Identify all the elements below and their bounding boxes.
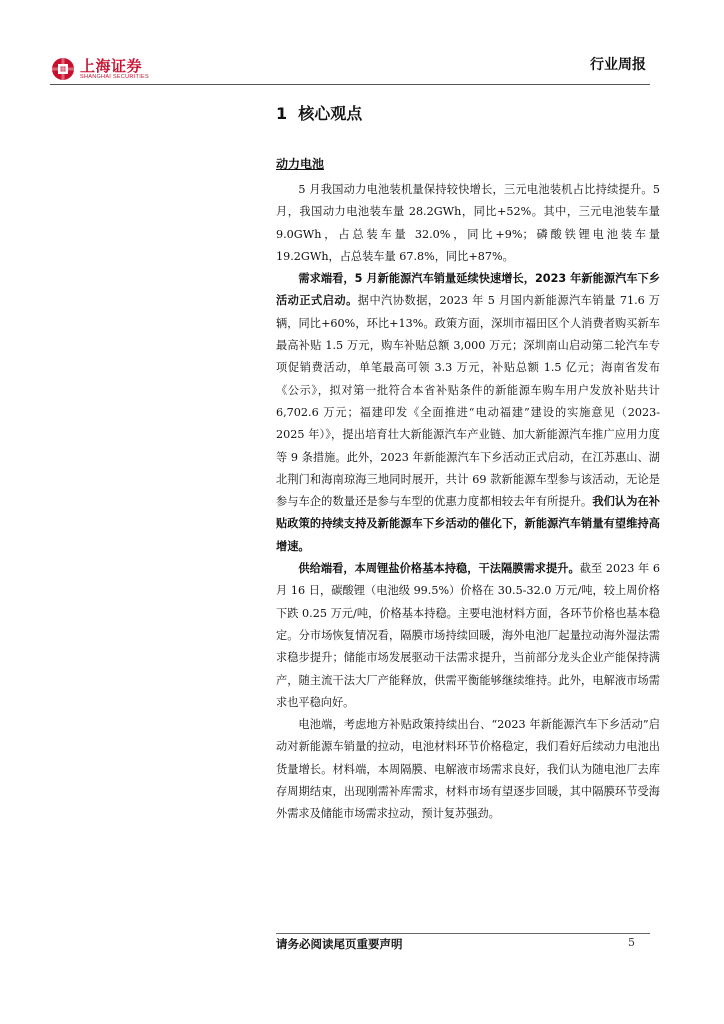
logo-chinese-name: 上海证券 (80, 56, 143, 75)
paragraph-demand (276, 268, 660, 558)
page-header (50, 52, 650, 88)
logo-english-name: SHANGHAI SECURITIES (80, 73, 149, 80)
section-number: 1 (276, 104, 288, 123)
header-divider (50, 84, 650, 85)
footer-disclaimer: 请务必阅读尾页重要声明 (276, 937, 403, 951)
subheading-power-battery: 动力电池 (276, 157, 325, 171)
report-type-label: 行业周报 (590, 57, 646, 73)
section-title (276, 101, 362, 124)
paragraph-installation: 5 月我国动力电池装机量保持较快增长，三元电池装机占比持续提升。5 月，我国动力电池装车量 28.2GWh，同比+52%。其中，三元电池装车量 9.0GWh，占总装车量 32.0%，同比+9%；磷酸铁锂电池装车量 19.2GWh，占总装车量 67.8%，同比+87%。 (276, 183, 660, 263)
paragraph-outlook: 电池端，考虑地方补贴政策持续出台、“2023 年新能源汽车下乡活动”启动对新能源车销量的拉动，电池材料环节价格稳定，我们看好后续动力电池出货量增长。材料端，本周隔膜、电解液市场需求良好，我们认为随电池厂去库存周期结束，出现刚需补库需求，材料市场有望逐步回暖，其中隔膜环节受海外需求及储能市场需求拉动，预计复苏强劲。 (276, 718, 660, 821)
main-content (276, 155, 660, 826)
paragraph-supply (276, 558, 660, 714)
page-number: 5 (628, 936, 635, 949)
supply-lead-bold: 供给端看，本周锂盐价格基本持稳，干法隔膜需求提升。 (298, 562, 580, 576)
footer-divider (276, 933, 650, 934)
company-logo (50, 56, 149, 82)
logo-mark-icon (50, 56, 76, 82)
demand-body: 据中汽协数据，2023 年 5 月国内新能源汽车销量 71.6 万辆，同比+60%，环比+13%。政策方面，深圳市福田区个人消费者购买新车最高补贴 1.5 万元，购车补贴总额 3,000 万元；深圳南山启动第二轮汽车专项促销费活动，单笔最高可领 3.3 万元，补贴总额 1.5 亿元；海南省发布《公示》，拟对第一批符合本省补贴条件的新能源车购车用户发放补贴共计 6,702.6 万元；福建印发《全面推进“电动福建”建设的实施意见（2023-2025 年）》，提出培育壮大新能源汽车产业链、加大新能源汽车推广应用力度等 9 条措施。此外，2023 年新能源汽车下乡活动正式启动，在江苏惠山、湖北荆门和海南琼海三地同时展开，共计 69 款新能源车型参与该活动，无论是参与车企的数量还是参与车型的优惠力度都相较去年有所提升。 (276, 294, 660, 509)
supply-body: 截至 2023 年 6 月 16 日，碳酸锂（电池级 99.5%）价格在 30.5-32.0 万元/吨，较上周价格下跌 0.25 万元/吨，价格基本持稳。主要电池材料方面，各环节价格也基本稳定。分市场恢复情况看，隔膜市场持续回暖，海外电池厂起量拉动海外湿法需求稳步提升；储能市场发展驱动干法需求提升，当前部分龙头企业产能保持满产，随主流干法大厂产能释放，供需平衡能够继续维持。此外，电解液市场需求也平稳向好。 (276, 562, 660, 709)
demand-lead-bold: 需求端看，5 月新能源汽车销量延续快速增长，2023 年新能源汽车下乡活动正式启动。 (276, 272, 660, 308)
demand-conclusion-bold: 我们认为在补贴政策的持续支持及新能源车下乡活动的催化下，新能源汽车销量有望维持高增速。 (276, 495, 660, 553)
section-title-text: 核心观点 (298, 104, 363, 123)
